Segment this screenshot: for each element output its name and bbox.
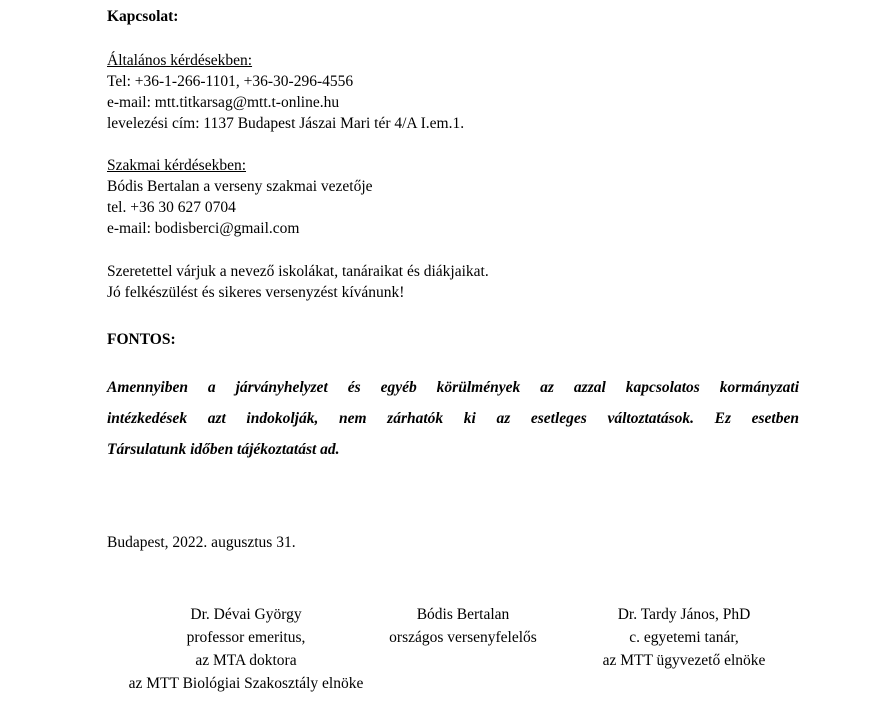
- welcome-line-1: Szeretettel várjuk a nevező iskolákat, tanáraikat és diákjaikat.: [107, 263, 489, 280]
- signature-tardy: [575, 603, 793, 672]
- signature-name: Dr. Tardy János, PhD: [617, 606, 751, 623]
- professional-questions-heading: Szakmai kérdésekben:: [107, 157, 247, 174]
- contact-heading: Kapcsolat:: [107, 8, 179, 25]
- important-notice-line: intézkedések azt indokolják, nem zárhatók ki az esetleges változtatások. Ez esetben: [107, 410, 799, 427]
- welcome-line-2: Jó felkészülést és sikeres versenyzést kívánunk!: [107, 284, 405, 301]
- important-notice-line: Társulatunk időben tájékoztatást ad.: [107, 441, 340, 458]
- general-address: levelezési cím: 1137 Budapest Jászai Mari tér 4/A I.em.1.: [107, 115, 465, 132]
- signature-devai: [107, 603, 385, 695]
- important-notice: [107, 372, 799, 465]
- general-questions-heading: Általános kérdésekben:: [107, 52, 253, 69]
- signature-name: Bódis Bertalan: [416, 606, 510, 623]
- signature-title: c. egyetemi tanár,: [629, 629, 739, 646]
- professional-email: e-mail: bodisberci@gmail.com: [107, 220, 300, 237]
- signature-title: az MTT ügyvezető elnöke: [602, 652, 766, 669]
- signature-name: Dr. Dévai György: [190, 606, 302, 623]
- signature-title: országos versenyfelelős: [389, 629, 537, 646]
- date-place: Budapest, 2022. augusztus 31.: [107, 534, 296, 551]
- important-heading: FONTOS:: [107, 331, 176, 348]
- professional-name: Bódis Bertalan a verseny szakmai vezetője: [107, 178, 373, 195]
- general-email: e-mail: mtt.titkarsag@mtt.t-online.hu: [107, 94, 340, 111]
- important-notice-line: Amennyiben a járványhelyzet és egyéb körülmények az azzal kapcsolatos kormányzati: [107, 379, 799, 396]
- professional-phone: tel. +36 30 627 0704: [107, 199, 236, 216]
- signature-title: az MTA doktora: [195, 652, 297, 669]
- signature-title: az MTT Biológiai Szakosztály elnöke: [128, 675, 364, 692]
- signature-title: professor emeritus,: [186, 629, 306, 646]
- signature-bodis: [363, 603, 563, 649]
- general-phone: Tel: +36-1-266-1101, +36-30-296-4556: [107, 73, 354, 90]
